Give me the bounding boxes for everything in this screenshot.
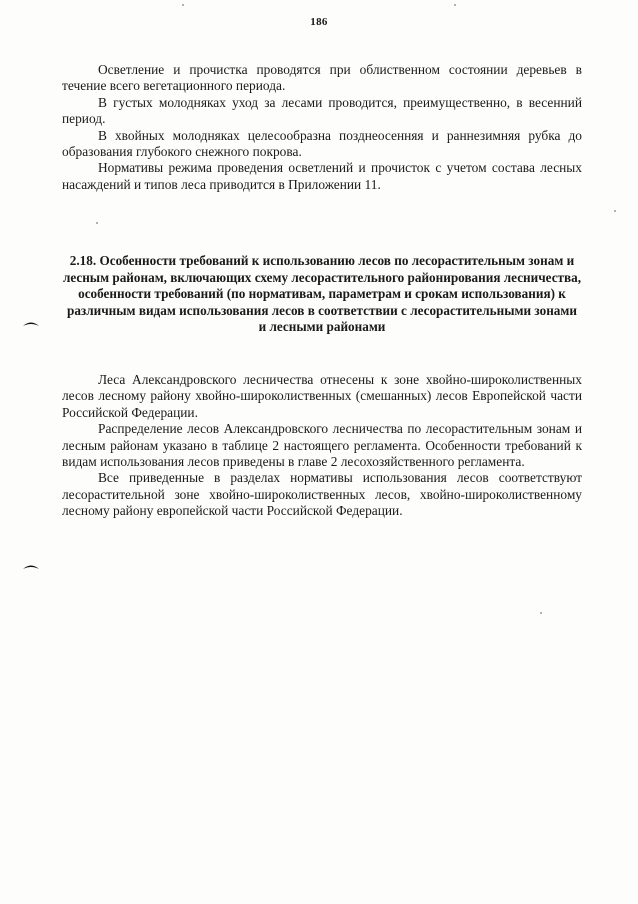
scan-speck — [540, 612, 542, 614]
section-title: 2.18. Особенности требований к использованию лесов по лесорастительным зонам и лесным районам, включающих схему лесорастительного районирования лесничества, особенности требований (по нормативам, параметрам и срокам использования) к различным видам использования лесов в соответствии с лесорастительными зонами и лесными районами — [62, 253, 582, 335]
binding-mark-icon — [22, 320, 40, 327]
paragraph: Все приведенные в разделах нормативы использования лесов соответствуют лесорастительной зоне хвойно-широколиственных лесов, хвойно-широколиственному лесному району европейской части Российской Федерации. — [62, 470, 582, 519]
top-text-block — [62, 62, 582, 193]
binding-mark-icon — [22, 563, 40, 570]
page-number: 186 — [310, 16, 328, 28]
scan-speck — [96, 222, 98, 224]
paragraph: Осветление и прочистка проводятся при облиственном состоянии деревьев в течение всего вегетационного периода. — [62, 62, 582, 94]
scan-speck — [182, 4, 184, 6]
scan-speck — [454, 4, 456, 6]
paragraph: Леса Александровского лесничества отнесены к зоне хвойно-широколиственных лесов лесному району хвойно-широколиственных (смешанных) лесов Европейской части Российской Федерации. — [62, 372, 582, 420]
paragraph: В хвойных молодняках целесообразна позднеосенняя и раннезимняя рубка до образования глубокого снежного покрова. — [62, 127, 582, 160]
paragraph: Нормативы режима проведения осветлений и прочисток с учетом состава лесных насаждений и типов леса приводится в Приложении 11. — [62, 160, 582, 192]
paragraph: Распределение лесов Александровского лесничества по лесорастительным зонам и лесным районам указано в таблице 2 настоящего регламента. Особенности требований к видам использования лесов приведены в главе 2 лесохозяйственного регламента. — [62, 421, 582, 470]
paragraph: В густых молодняках уход за лесами проводится, преимущественно, в весенний период. — [62, 94, 582, 127]
scan-speck — [614, 210, 616, 212]
section-text-block — [62, 372, 582, 520]
